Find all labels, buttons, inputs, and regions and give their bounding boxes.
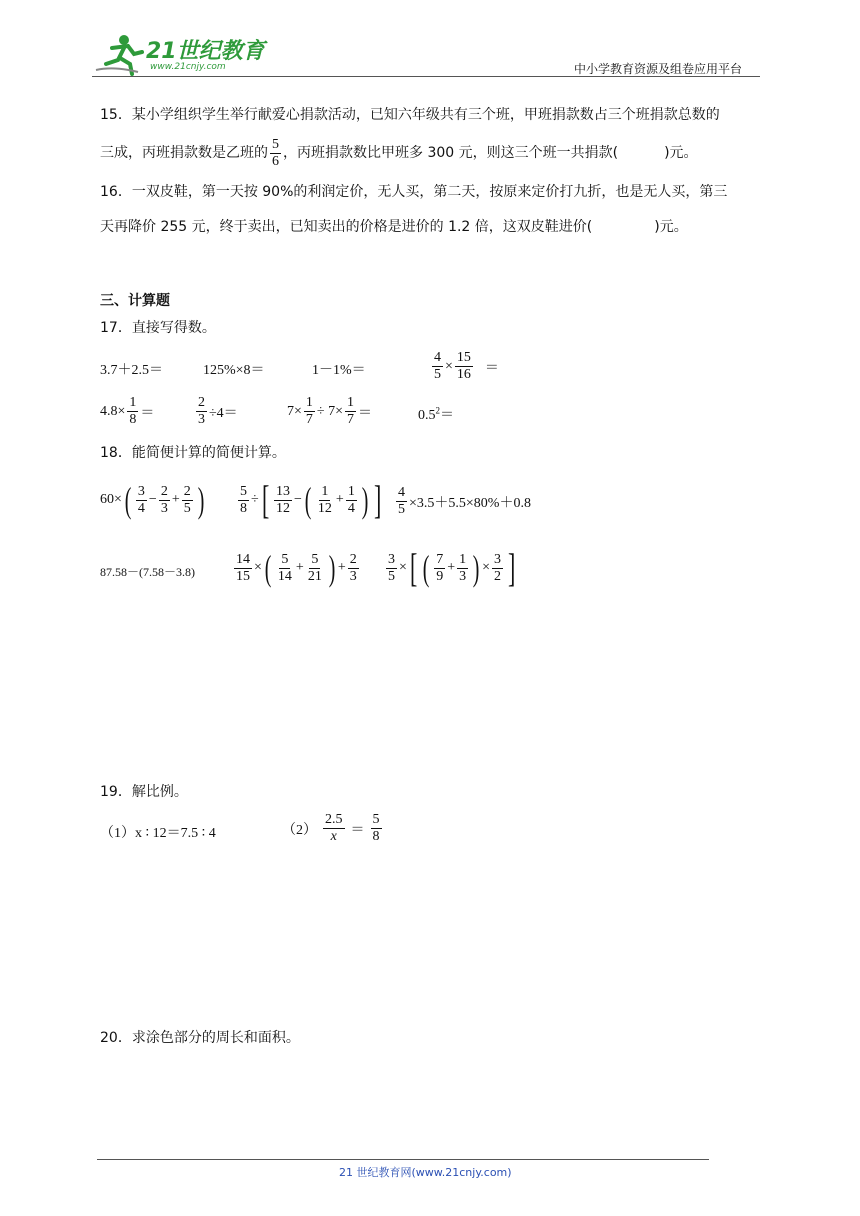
q18-a2-n2: 13 xyxy=(276,483,291,499)
q18-b2-op3: + xyxy=(337,560,346,575)
q17-e4-n1: 4 xyxy=(434,350,441,365)
q16-line2 xyxy=(100,217,688,237)
q17-e4-d2: 16 xyxy=(456,367,471,382)
q18-b2-op2: + xyxy=(295,560,304,575)
header-title: 中小学教育资源及组卷应用平台 xyxy=(574,62,743,76)
section-title: 三、计算题 xyxy=(100,293,170,309)
q15-line1: 15．某小学组织学生举行献爱心捐款活动，已知六年级共有三个班，甲班捐款数占三个班捐款总数的 xyxy=(100,107,720,123)
bracket-left: [ xyxy=(261,477,270,522)
runner-logo-icon xyxy=(94,32,150,76)
q17-e7 xyxy=(287,395,372,428)
q19-p2-n2: 5 xyxy=(372,812,380,827)
q18-b2-n3: 5 xyxy=(311,551,319,567)
q15-fraction xyxy=(270,137,281,170)
bracket-left: [ xyxy=(409,545,418,590)
paren-left: ( xyxy=(124,480,132,520)
q18-a2-d1: 8 xyxy=(240,500,247,516)
q17-e8-exp: 2 xyxy=(435,405,440,416)
q19-p2-n1: 2.5 xyxy=(325,812,343,827)
q16-line2-a: 天再降价 255 元，终于卖出，已知卖出的价格是进价的 1.2 倍，这双皮鞋进价( xyxy=(100,219,593,235)
q17-e7-d1: 7 xyxy=(305,412,313,427)
q18-a1-n2: 2 xyxy=(160,483,168,499)
q18-a1-d2: 3 xyxy=(160,500,168,516)
q18-b3-d1: 5 xyxy=(388,568,395,584)
bracket-right: ] xyxy=(508,545,516,590)
q17-e4 xyxy=(430,350,499,383)
q18-b2-d2: 14 xyxy=(277,568,292,584)
q17-e2: 125%×8＝ xyxy=(203,363,265,378)
q18-b3-n3: 1 xyxy=(459,551,467,567)
q17-e7-d2: 7 xyxy=(347,412,354,427)
q16-line2-b: )元。 xyxy=(654,219,688,235)
q17-e4-d1: 5 xyxy=(434,367,441,382)
q19-title: 19．解比例。 xyxy=(100,784,188,800)
q18-b3-d2: 9 xyxy=(436,568,444,584)
q17-e4-op: × xyxy=(445,358,453,374)
q18-b2-n4: 2 xyxy=(349,551,357,567)
q18-b2 xyxy=(232,550,361,586)
q18-b3 xyxy=(384,545,518,590)
q17-e6 xyxy=(194,395,238,428)
q18-b3-op3: × xyxy=(482,560,491,575)
q18-a1-n3: 2 xyxy=(183,483,191,499)
q18-a2-n3: 1 xyxy=(321,483,329,499)
q17-e5-n: 1 xyxy=(129,395,137,410)
q18-b2-n1: 14 xyxy=(236,551,250,567)
footer-divider xyxy=(97,1159,709,1160)
q18-a3-n1: 4 xyxy=(398,485,405,500)
paren-left: ( xyxy=(264,548,272,588)
paren-left: ( xyxy=(304,480,312,520)
q16-line1: 16．一双皮鞋，第一天按 90%的利润定价，无人买，第二天，按原来定价打九折，也是无人买，第三 xyxy=(100,184,728,200)
paren-right: ) xyxy=(472,548,480,588)
q18-a3 xyxy=(394,485,531,518)
logo-text: 21世纪教育 xyxy=(146,39,265,64)
q20-title: 20．求涂色部分的周长和面积。 xyxy=(100,1030,300,1046)
q17-e4-n2: 15 xyxy=(456,350,471,365)
logo xyxy=(94,32,265,76)
q18-a2-d4: 4 xyxy=(347,500,355,516)
footer-text: 21 世纪教育网(www.21cnjy.com) xyxy=(339,1166,512,1179)
q17-e5-a: 4.8× xyxy=(100,403,126,419)
q18-b2-d4: 3 xyxy=(349,568,357,584)
q18-a2-n1: 5 xyxy=(240,483,247,499)
q18-b3-n1: 3 xyxy=(388,551,395,567)
q19-p2-d1: x xyxy=(330,829,337,844)
q18-b3-d4: 2 xyxy=(494,568,502,584)
q17-e6-b: ÷4＝ xyxy=(209,405,238,421)
q15-line2-b: ，丙班捐款数比甲班多 300 元，则这三个班一共捐款( xyxy=(283,145,619,161)
q18-b3-op2: + xyxy=(447,560,456,575)
q15-line2-c: )元。 xyxy=(664,145,698,161)
q15-line2 xyxy=(100,132,698,174)
q17-e6-d: 3 xyxy=(198,412,205,427)
q17-e8-eq: ＝ xyxy=(440,408,454,423)
q17-title: 17．直接写得数。 xyxy=(100,320,216,336)
q18-a2-op2: − xyxy=(294,492,302,507)
q17-e3: 1－1%＝ xyxy=(312,363,366,378)
q17-e7-b: ÷ 7× xyxy=(316,403,343,419)
q17-e7-n1: 1 xyxy=(305,395,313,410)
q18-a1-op1: − xyxy=(148,492,157,507)
q18-a2-op3: + xyxy=(335,492,344,507)
q18-title: 18．能简便计算的简便计算。 xyxy=(100,445,286,461)
q15-frac-den: 6 xyxy=(272,153,279,169)
q18-a1-pre: 60× xyxy=(100,492,122,507)
paren-right: ) xyxy=(328,548,336,588)
q18-b3-d3: 3 xyxy=(459,568,467,584)
q18-b2-op1: × xyxy=(254,560,262,575)
q17-e6-n: 2 xyxy=(198,395,205,410)
q15-frac-num: 5 xyxy=(272,136,279,152)
paren-right: ) xyxy=(361,480,369,520)
paren-left: ( xyxy=(422,548,430,588)
q18-a1-op2: + xyxy=(171,492,180,507)
q18-a3-d1: 5 xyxy=(398,502,405,517)
q17-e7-n2: 1 xyxy=(347,395,354,410)
q17-e5-d: 8 xyxy=(129,412,137,427)
q18-a2-n4: 1 xyxy=(347,483,355,499)
q18-b3-n4: 3 xyxy=(494,551,502,567)
q18-a2 xyxy=(236,477,384,522)
q18-a1-d1: 4 xyxy=(137,500,145,516)
paren-right: ) xyxy=(197,480,205,520)
q17-e8-base: 0.5 xyxy=(418,408,436,423)
q18-b2-d3: 21 xyxy=(307,568,322,584)
q19-p1: （1）x ∶ 12＝7.5 ∶ 4 xyxy=(100,826,216,841)
q18-b3-op1: × xyxy=(399,560,407,575)
q18-a2-op1: ÷ xyxy=(251,492,259,507)
q18-a2-d3: 12 xyxy=(317,500,332,516)
q17-e1: 3.7＋2.5＝ xyxy=(100,363,163,378)
q18-a3-tail: ×3.5＋5.5×80%＋0.8 xyxy=(409,495,531,511)
q17-e7-eq: ＝ xyxy=(358,405,372,421)
bracket-right: ] xyxy=(373,477,382,522)
header-divider xyxy=(92,76,760,77)
q18-b1: 87.58－(7.58－3.8) xyxy=(100,565,195,579)
q19-p2-d2: 8 xyxy=(372,829,380,844)
q19-p2-eq: ＝ xyxy=(350,822,365,838)
q17-e8 xyxy=(418,404,454,424)
logo-url: www.21cnjy.com xyxy=(150,62,226,72)
q19-p2 xyxy=(282,812,384,845)
q15-line2-a: 三成，丙班捐款数是乙班的 xyxy=(100,145,268,161)
q18-a2-d2: 12 xyxy=(276,500,291,516)
q17-e5 xyxy=(100,395,154,428)
q17-e4-eq: ＝ xyxy=(484,360,499,376)
q18-b3-n2: 7 xyxy=(436,551,444,567)
q19-p2-label: （2） xyxy=(282,822,317,838)
q18-a1-d3: 5 xyxy=(183,500,191,516)
q17-e7-a: 7× xyxy=(287,403,302,419)
q17-e5-eq: ＝ xyxy=(140,405,155,421)
q18-a1 xyxy=(100,482,207,518)
q18-a1-n1: 3 xyxy=(137,483,145,499)
q18-b2-d1: 15 xyxy=(236,568,250,584)
q18-b2-n2: 5 xyxy=(281,551,289,567)
